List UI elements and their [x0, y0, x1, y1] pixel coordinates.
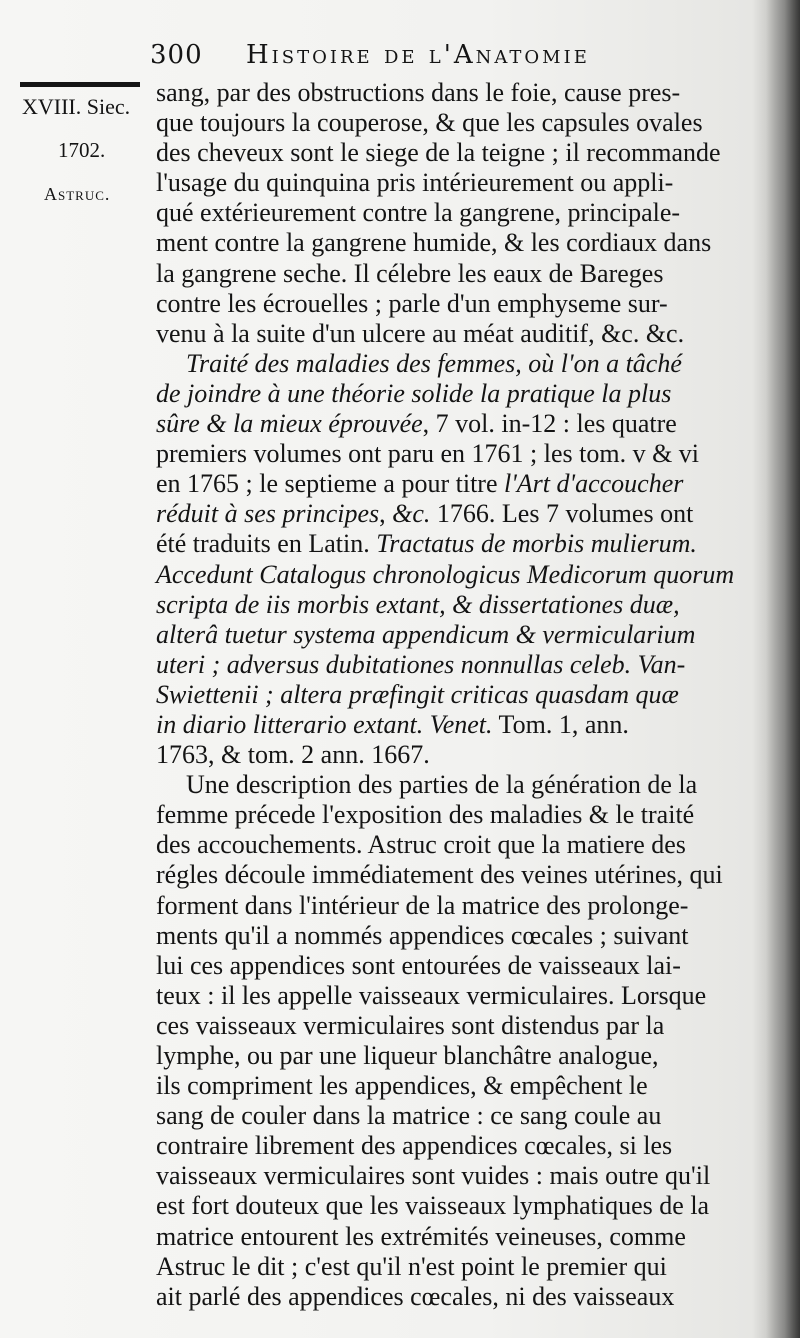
text-line	[156, 319, 766, 349]
text-segment: contraire librement des appendices cœcales, si les	[156, 1131, 673, 1161]
text-segment: des accouchements. Astruc croit que la matiere des	[156, 830, 686, 860]
text-line	[156, 860, 766, 890]
text-segment: Tractatus de morbis mulierum.	[376, 529, 697, 559]
text-segment: vaisseaux vermiculaires sont vuides : mais outre qu'il	[156, 1161, 711, 1191]
text-line	[156, 951, 766, 981]
text-line	[156, 650, 766, 680]
text-segment: contre les écrouelles ; parle d'un emphyseme sur-	[156, 288, 668, 318]
text-segment: sang de couler dans la matrice : ce sang coule au	[156, 1101, 662, 1131]
text-line	[156, 680, 766, 710]
text-line	[156, 108, 766, 138]
margin-century: XVIII. Siec.	[22, 94, 131, 119]
text-segment: Accedunt Catalogus chronologicus Medicorum quorum	[156, 559, 735, 589]
text-segment: Astruc le dit ; c'est qu'il n'est point le premier qui	[156, 1251, 667, 1281]
text-segment: ces vaisseaux vermiculaires sont distendus par la	[156, 1010, 665, 1040]
text-line	[156, 891, 766, 921]
running-head	[150, 36, 770, 76]
text-line	[156, 529, 766, 559]
text-segment: ,	[379, 499, 393, 529]
page-number: 300	[150, 40, 203, 70]
text-line	[156, 800, 766, 830]
text-segment: lymphe, ou par une liqueur blanchâtre analogue,	[156, 1041, 659, 1070]
text-segment: femme précede l'exposition des maladies & le traité	[156, 800, 695, 830]
text-line	[156, 770, 766, 800]
text-segment: ait parlé des appendices cœcales, ni des vaisseaux	[156, 1281, 675, 1311]
text-line	[156, 138, 766, 168]
margin-year: 1702.	[58, 138, 106, 162]
text-segment: , 7 vol. in-12 : les quatre	[422, 409, 677, 439]
text-segment: l'Art d'accoucher	[504, 469, 684, 499]
text-segment: réduit à ses principes	[156, 499, 380, 529]
text-segment: in diario litterario extant. Venet.	[156, 709, 493, 739]
text-segment: Traité des maladies des femmes, où l'on a tâché	[186, 348, 682, 378]
text-segment: sûre & la mieux éprouvée	[156, 409, 423, 439]
text-line	[156, 469, 766, 499]
text-line	[156, 409, 766, 439]
text-segment: qué extérieurement contre la gangrene, principale-	[156, 198, 681, 228]
text-segment: lui ces appendices sont entourées de vaisseaux lai-	[156, 950, 681, 980]
text-segment: forment dans l'intérieur de la matrice des prolonge-	[156, 890, 689, 920]
text-segment: la gangrene seche. Il célebre les eaux de Bareges	[156, 258, 664, 288]
text-line	[156, 1041, 766, 1071]
text-segment: Une description des parties de la génération de la	[186, 770, 698, 800]
text-segment: venu à la suite d'un ulcere au méat auditif, &c. &c.	[156, 318, 685, 348]
text-line	[156, 1222, 766, 1252]
text-line	[156, 228, 766, 258]
text-line	[156, 1191, 766, 1221]
text-segment: scripta de iis morbis extant, & dissertationes duæ,	[156, 589, 680, 619]
text-line	[156, 349, 766, 379]
text-line	[156, 198, 766, 228]
text-segment: matrice entourent les extrémités veineuses, comme	[156, 1221, 686, 1251]
text-line	[156, 439, 766, 469]
text-line	[156, 981, 766, 1011]
margin-author: Astruc.	[44, 184, 111, 204]
text-segment: sang, par des obstructions dans le foie, cause pres-	[156, 78, 681, 107]
text-segment: des cheveux sont le siege de la teigne ; il recommande	[156, 138, 721, 168]
page-gutter-shadow	[766, 0, 800, 1338]
text-segment: teux : il les appelle vaisseaux vermiculaires. Lorsque	[156, 980, 707, 1010]
text-segment: 1766. Les 7 volumes ont	[430, 499, 694, 529]
text-segment: en 1765 ; le septieme a pour titre	[156, 469, 505, 499]
text-segment: Tom. 1, ann.	[492, 709, 629, 739]
text-segment: de joindre à une théorie solide la pratique la plus	[156, 378, 672, 408]
text-segment: uteri ; adversus dubitationes nonnullas celeb. Van-	[156, 649, 686, 679]
text-segment: premiers volumes ont paru en 1761 ; les tom. v & vi	[156, 439, 700, 469]
text-line	[156, 1131, 766, 1161]
text-segment: été traduits en Latin.	[156, 529, 377, 559]
text-line	[156, 1252, 766, 1282]
text-line	[156, 1071, 766, 1101]
text-segment: régles découle immédiatement des veines utérines, qui	[156, 860, 723, 890]
text-segment: &c.	[392, 499, 431, 529]
text-line	[156, 499, 766, 529]
text-segment: que toujours la couperose, & que les capsules ovales	[156, 108, 703, 138]
text-segment: ment contre la gangrene humide, & les cordiaux dans	[156, 228, 712, 258]
text-segment: Swiettenii ; altera præfingit criticas quasdam quæ	[156, 679, 679, 709]
text-line	[156, 1011, 766, 1041]
text-line	[156, 379, 766, 409]
text-line	[156, 78, 766, 108]
running-title: Histoire de l'Anatomie	[246, 40, 590, 70]
text-segment: est fort douteux que les vaisseaux lymphatiques de la	[156, 1191, 710, 1221]
text-line	[156, 921, 766, 951]
text-segment: ments qu'il a nommés appendices cœcales ; suivant	[156, 920, 689, 950]
text-line	[156, 289, 766, 319]
text-line	[156, 1161, 766, 1191]
text-segment: ils compriment les appendices, & empêchent le	[156, 1071, 648, 1101]
text-line	[156, 620, 766, 650]
text-line	[156, 259, 766, 289]
text-segment: alterâ tuetur systema appendicum & vermicularium	[156, 619, 696, 649]
text-line	[156, 1282, 766, 1312]
text-segment: l'usage du quinquina pris intérieurement ou appli-	[156, 168, 674, 198]
body-text	[156, 78, 766, 1312]
text-line	[156, 830, 766, 860]
text-line	[156, 740, 766, 770]
margin-rule	[20, 82, 140, 87]
text-segment: 1763, & tom. 2 ann. 1667.	[156, 740, 430, 770]
text-line	[156, 590, 766, 620]
text-line	[156, 168, 766, 198]
text-line	[156, 710, 766, 740]
text-line	[156, 1101, 766, 1131]
text-line	[156, 560, 766, 590]
